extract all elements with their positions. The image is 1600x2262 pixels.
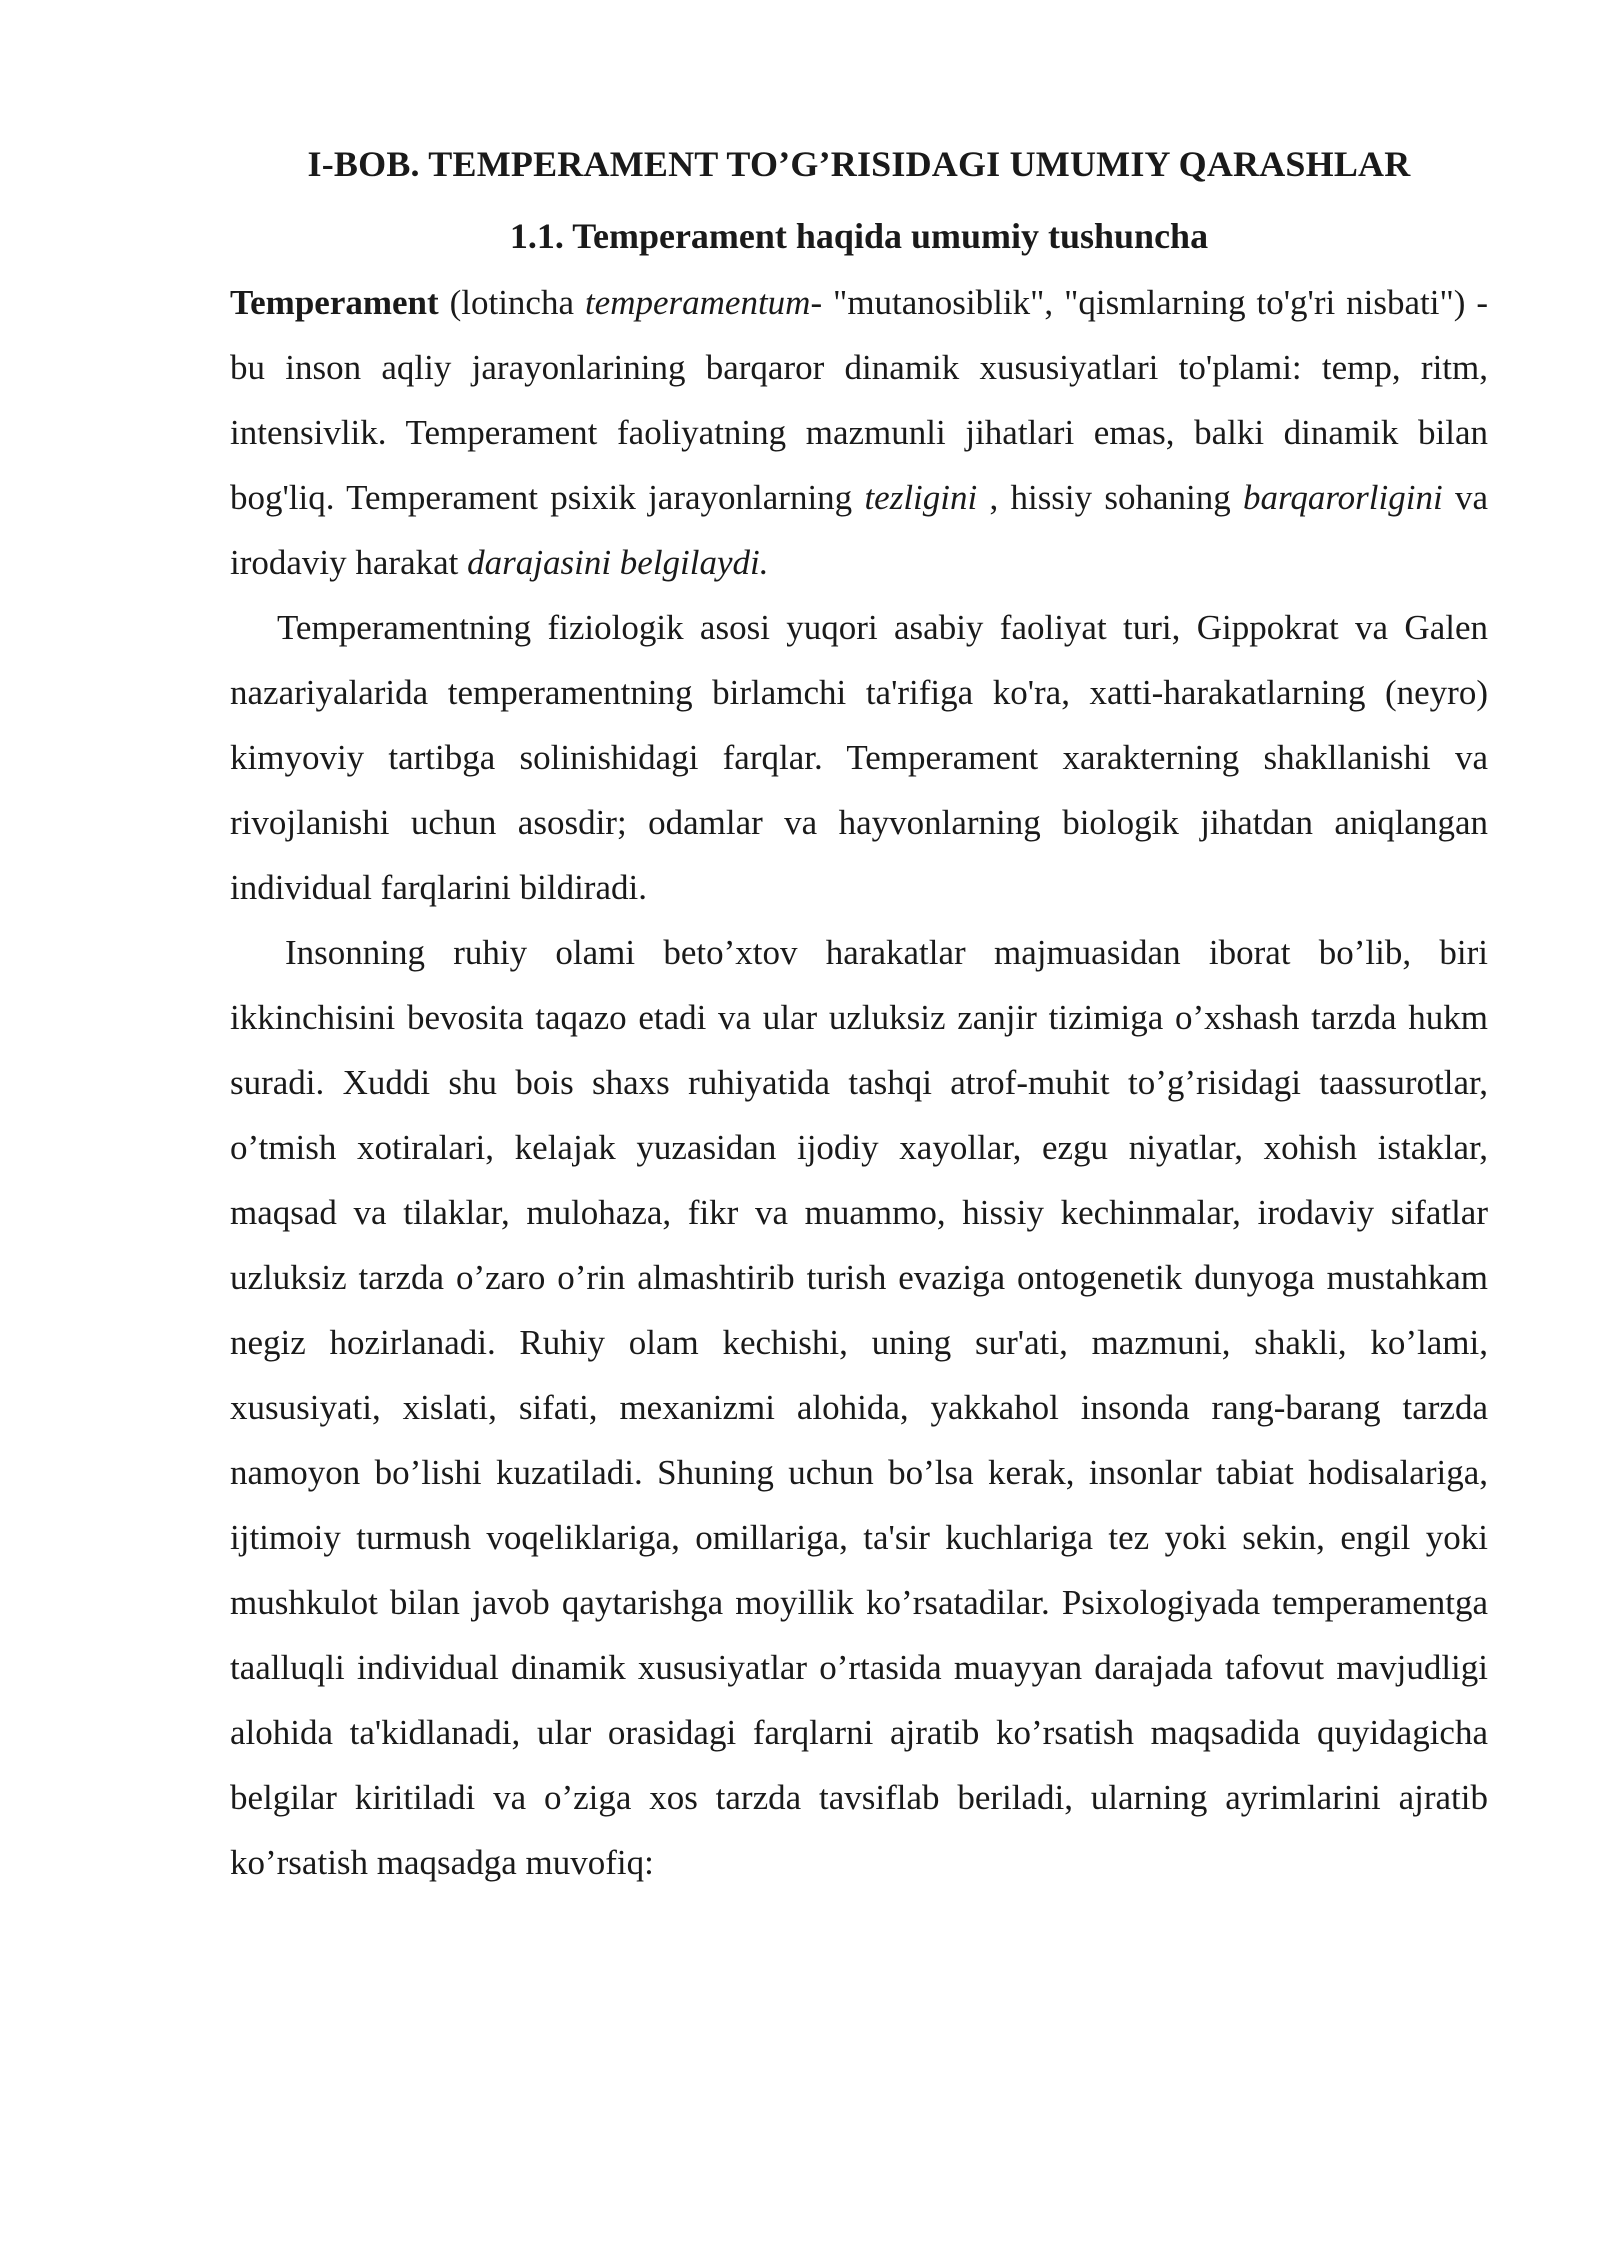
emphasis-text: barqarorligini <box>1243 478 1443 517</box>
term-latin: temperamentum <box>584 283 811 322</box>
paragraph-physiology: Temperamentning fiziologik asosi yuqori asabiy faoliyat turi, Gippokrat va Galen nazariyalarida temperamentning birlamchi ta'rifiga ko'ra, xatti-harakatlarning (neyro) kimyoviy tartibga solinishidagi farqlar. Temperament xarakterning shakllanishi va rivojlanishi uchun asosdir; odamlar va hayvonlarning biologik jihatdan aniqlangan individual farqlarini bildiradi. <box>230 608 1488 907</box>
paragraph-mental-world: Insonning ruhiy olami beto’xtov harakatlar majmuasidan iborat bo’lib, biri ikkinchisini bevosita taqazo etadi va ular uzluksiz zanjir tizimiga o’xshash tarzda hukm suradi. Xuddi shu bois shaxs ruhiyatida tashqi atrof-muhit to’g’risidagi taassurotlar, o’tmish xotiralari, kelajak yuzasidan ijodiy xayollar, ezgu niyatlar, xohish istaklar, maqsad va tilaklar, mulohaza, fikr va muammo, hissiy kechinmalar, irodaviy sifatlar uzluksiz tarzda o’zaro o’rin almashtirib turish evaziga ontogenetik dunyoga mustahkam negiz hozirlanadi. Ruhiy olam kechishi, uning sur'ati, mazmuni, shakli, ko’lami, xususiyati, xislati, sifati, mexanizmi alohida, yakkahol insonda rang-barang tarzda namoyon bo’lishi kuzatiladi. Shuning uchun bo’lsa kerak, insonlar tabiat hodisalariga, ijtimoiy turmush voqeliklariga, omillariga, ta'sir kuchlariga tez yoki sekin, engil yoki mushkulot bilan javob qaytarishga moyillik ko’rsatadilar. Psixologiyada temperamentga taalluqli individual dinamik xususiyatlar o’rtasida muayyan darajada tafovut mavjudligi alohida ta'kidlanadi, ular orasidagi farqlarni ajratib ko’rsatish maqsadida quyidagicha belgilar kiritiladi va o’ziga xos tarzda tavsiflab beriladi, ularning ayrimlarini ajratib ko’rsatish maqsadga muvofiq: <box>230 933 1488 1882</box>
document-page <box>230 140 1488 1895</box>
paragraph-text: (lotincha <box>438 283 585 322</box>
paragraph-text: - "mutanosiblik", "qismlarning to'g'ri nisbati") - bu inson aqliy jarayonlarining barqaror dinamik xususiyatlari to'plami: temp, ritm, intensivlik. Temperament faoliyatning mazmunli jihatlari emas, balki dinamik bilan bog'liq. Temperament psixik jarayonlarning <box>230 283 1488 517</box>
paragraph-definition <box>230 270 1488 595</box>
section-title: 1.1. Temperament haqida umumiy tushuncha <box>509 216 1209 256</box>
paragraph-text: , hissiy sohaning <box>977 478 1244 517</box>
emphasis-text: tezligini <box>864 478 978 517</box>
emphasis-text: darajasini belgilaydi. <box>467 543 769 582</box>
term-bold: Temperament <box>230 283 439 322</box>
paragraph-text: va irodaviy harakat <box>230 478 1488 582</box>
chapter-title: I-BOB. TEMPERAMENT TO’G’RISIDAGI UMUMIY QARASHLAR <box>307 144 1411 184</box>
